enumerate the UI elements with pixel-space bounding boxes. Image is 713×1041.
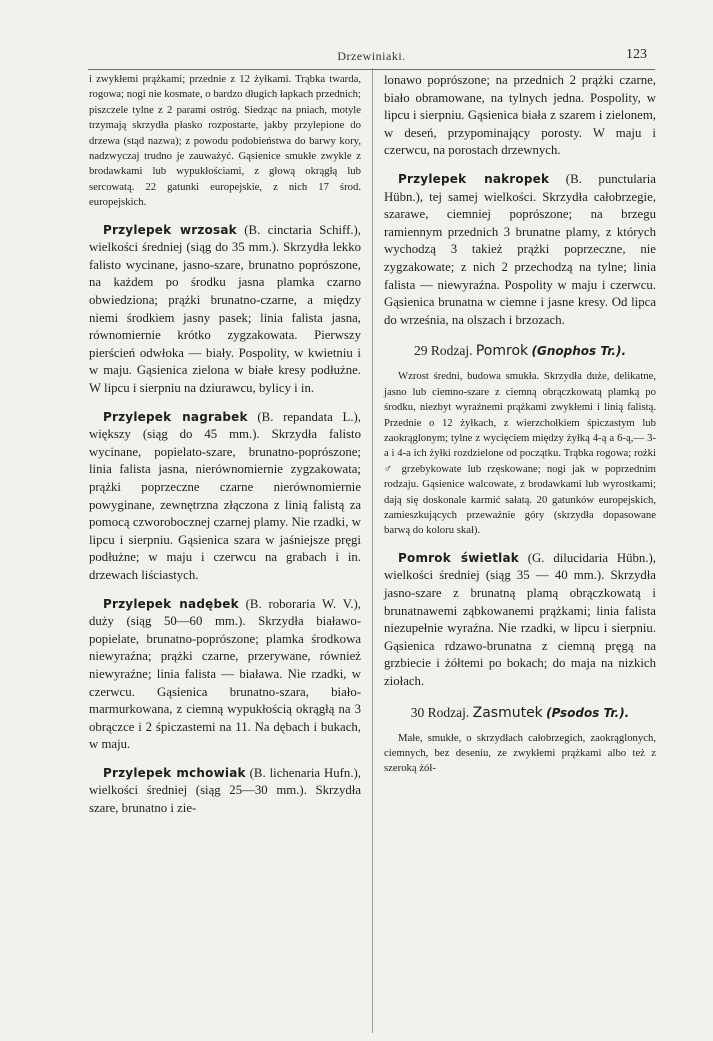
species-description: (B. roboraria W. V.), duży (siąg 50—60 mm.). Skrzydła białawo-popielate, brunatno-poprószone; plamka środkowa niewyraźna; prążki czarne, przerywane, również niewyraźne; linia falista — biaława. Nie rzadki, w czerwcu. Gąsienica brunatno-szara, biało-marmurkowana, z ciemną wypukłością okrągłą na 3 obrączce i 2 śpiczastemi na 11. Na dębach i bukach, w maju. — [89, 596, 361, 752]
genus-scientific-name: (Gnophos Tr.). — [531, 344, 627, 359]
left-column — [89, 72, 361, 818]
genus-number: 30 Rodzaj. — [410, 704, 470, 720]
species-name: Przylepek nagrabek — [103, 409, 248, 424]
page-number: 123 — [626, 47, 647, 62]
species-entry — [89, 596, 361, 754]
genus-name: Pomrok — [475, 343, 529, 360]
species-name: Przylepek wrzosak — [103, 222, 237, 237]
species-entry — [384, 171, 656, 329]
species-name: Przylepek mchowiak — [103, 765, 246, 780]
column-divider — [372, 68, 373, 1033]
genus-heading — [384, 703, 656, 723]
species-description: (B. punctularia Hübn.), tej samej wielkości. Skrzydła całobrzegie, szarawe, ciemniej poprószone; na brzegu ramiennym przednich 3 brunatne plamy, z których wychodzą 3 takież prążki poprzeczne, nie zygzakowate; z nich 2 przechodzą na tylne; linia falista — niewyraźna. Pospolity w maju i czerwcu. Gąsienica brunatna w ciemne i jasne kresy. Od lipca do września, na olszach i brzozach. — [384, 171, 656, 327]
genus-scientific-name: (Psodos Tr.). — [546, 705, 630, 720]
species-description: (G. dilucidaria Hübn.), wielkości średniej (siąg 35 — 40 mm.). Skrzydła jasno-szare z brunatną plamą obrączkowatą i brunatnawemi ząbkowanemi prążkami; linia falista niezupełnie wyraźna. Nie rzadki, w lipcu i sierpniu. Gąsienica rdzawo-brunatna z ciemną pręgą na grzbiecie i żółtemi po bokach; do maja na nizkich ziołach. — [384, 550, 656, 688]
species-entry — [384, 550, 656, 691]
species-description: (B. repandata L.), większy (siąg do 45 mm.). Skrzydła falisto wycinane, popielato-szare, brunatno-poprószone; linia falista jasna, nierównomiernie zygzakowata; prążki poprzeczne czarne nierównomiernie powyginane, zewnętrzna złączona z linią falistą za pomocą czworobocznej czarnej plamy. Nie rzadki, w lipcu i sierpniu. Gąsienica szara w jaśniejsze pręgi podłużne; w maju i czerwcu na grabach i in. drzewach liściastych. — [89, 409, 361, 582]
species-entry — [89, 765, 361, 818]
species-entry — [89, 409, 361, 585]
right-column — [384, 72, 656, 777]
running-title: Drzewiniaki. — [337, 49, 406, 63]
genus-number: 29 Rodzaj. — [413, 343, 473, 359]
running-header — [88, 47, 655, 70]
species-description: (B. lichenaria Hufn.), wielkości średniej (siąg 25—30 mm.). Skrzydła szare, brunatno i zie- — [89, 765, 361, 816]
species-description: (B. cinctaria Schiff.), wielkości średniej (siąg do 35 mm.). Skrzydła lekko falisto wycinane, jasno-szare, brunatno poprószone, na każdem po środku jasna plamka czarno obwiedziona; prążki brunatno-czarne, a między niemi środkiem jasny pasek; linia falista jasna, równomiernie krótko zygzakowata. Pierwszy pierścień odwłoka — biały. Pospolity, w kwietniu i w maju. Gąsienica zielona w białe kresy podłużne. W lipcu i sierpniu na dziurawcu, bylicy i in. — [89, 222, 361, 395]
genus-description: Wzrost średni, budowa smukła. Skrzydła duże, delikatne, jasno lub ciemno-szare z ciemną obrączkowatą plamką po środku, niezbyt wyraźnemi prążkami zwykłemi i linią falistą. Przednie o 12 żyłkach, z wierzchołkiem śpiczastym lub zaokrąglonym; tylne z wycięciem między żyłką 4-ą a 6-ą,— 3-a i 4-a ich żyłki rozdzielone od początku. Trąbka rogowa; rożki ♂ grzebykowate lub rzęskowane; nogi jak w poprzednim rodzaju. Gąsienice walcowate, z brodawkami lub wyrostkami; dają się doskonale karmić sałatą. 20 gatunków europejskich, zamieszkujących przeważnie góry (skrzydła dopasowane barwą do koloru skał). — [384, 370, 656, 537]
species-name: Pomrok świetlak — [398, 550, 519, 565]
continued-paragraph: lonawo poprószone; na przednich 2 prążki czarne, biało obramowane, na tylnych jedna. Pospolity, w lipcu i sierpniu. Gąsienica biała z szarem i zielonem, w deseń, przypominający porosty. W maju i czerwcu, na porostach drzewnych. — [384, 73, 656, 158]
species-name: Przylepek nakropek — [398, 171, 550, 186]
species-entry — [89, 222, 361, 398]
genus-description: Małe, smukłe, o skrzydłach całobrzegich, zaokrąglonych, ciemnych, bez deseniu, ze zwykłemi prążkami albo też z szeroką żół- — [384, 731, 656, 775]
intro-paragraph: i zwykłemi prążkami; przednie z 12 żyłkami. Trąbka twarda, rogowa; nogi nie kosmate, o bardzo długich łapkach przednich; piszczele tylne z 2 parami ostróg. Siedząc na pniach, motyle trzymają skrzydła płasko rozpostarte, jakby przylepione do drzewa (stąd nazwa); z powodu podobieństwa do barwy kory, nadzwyczaj trudno je zauważyć. Gąsienice smukłe zwykle z brodawkami lub wypukłościami, z głową okrągłą lub sercowatą. 22 gatunki europejskie, z nich 17 środ. europejskich. — [89, 73, 361, 209]
species-name: Przylepek nadębek — [103, 596, 239, 611]
genus-heading — [384, 341, 656, 361]
genus-name: Zasmutek — [472, 704, 543, 721]
